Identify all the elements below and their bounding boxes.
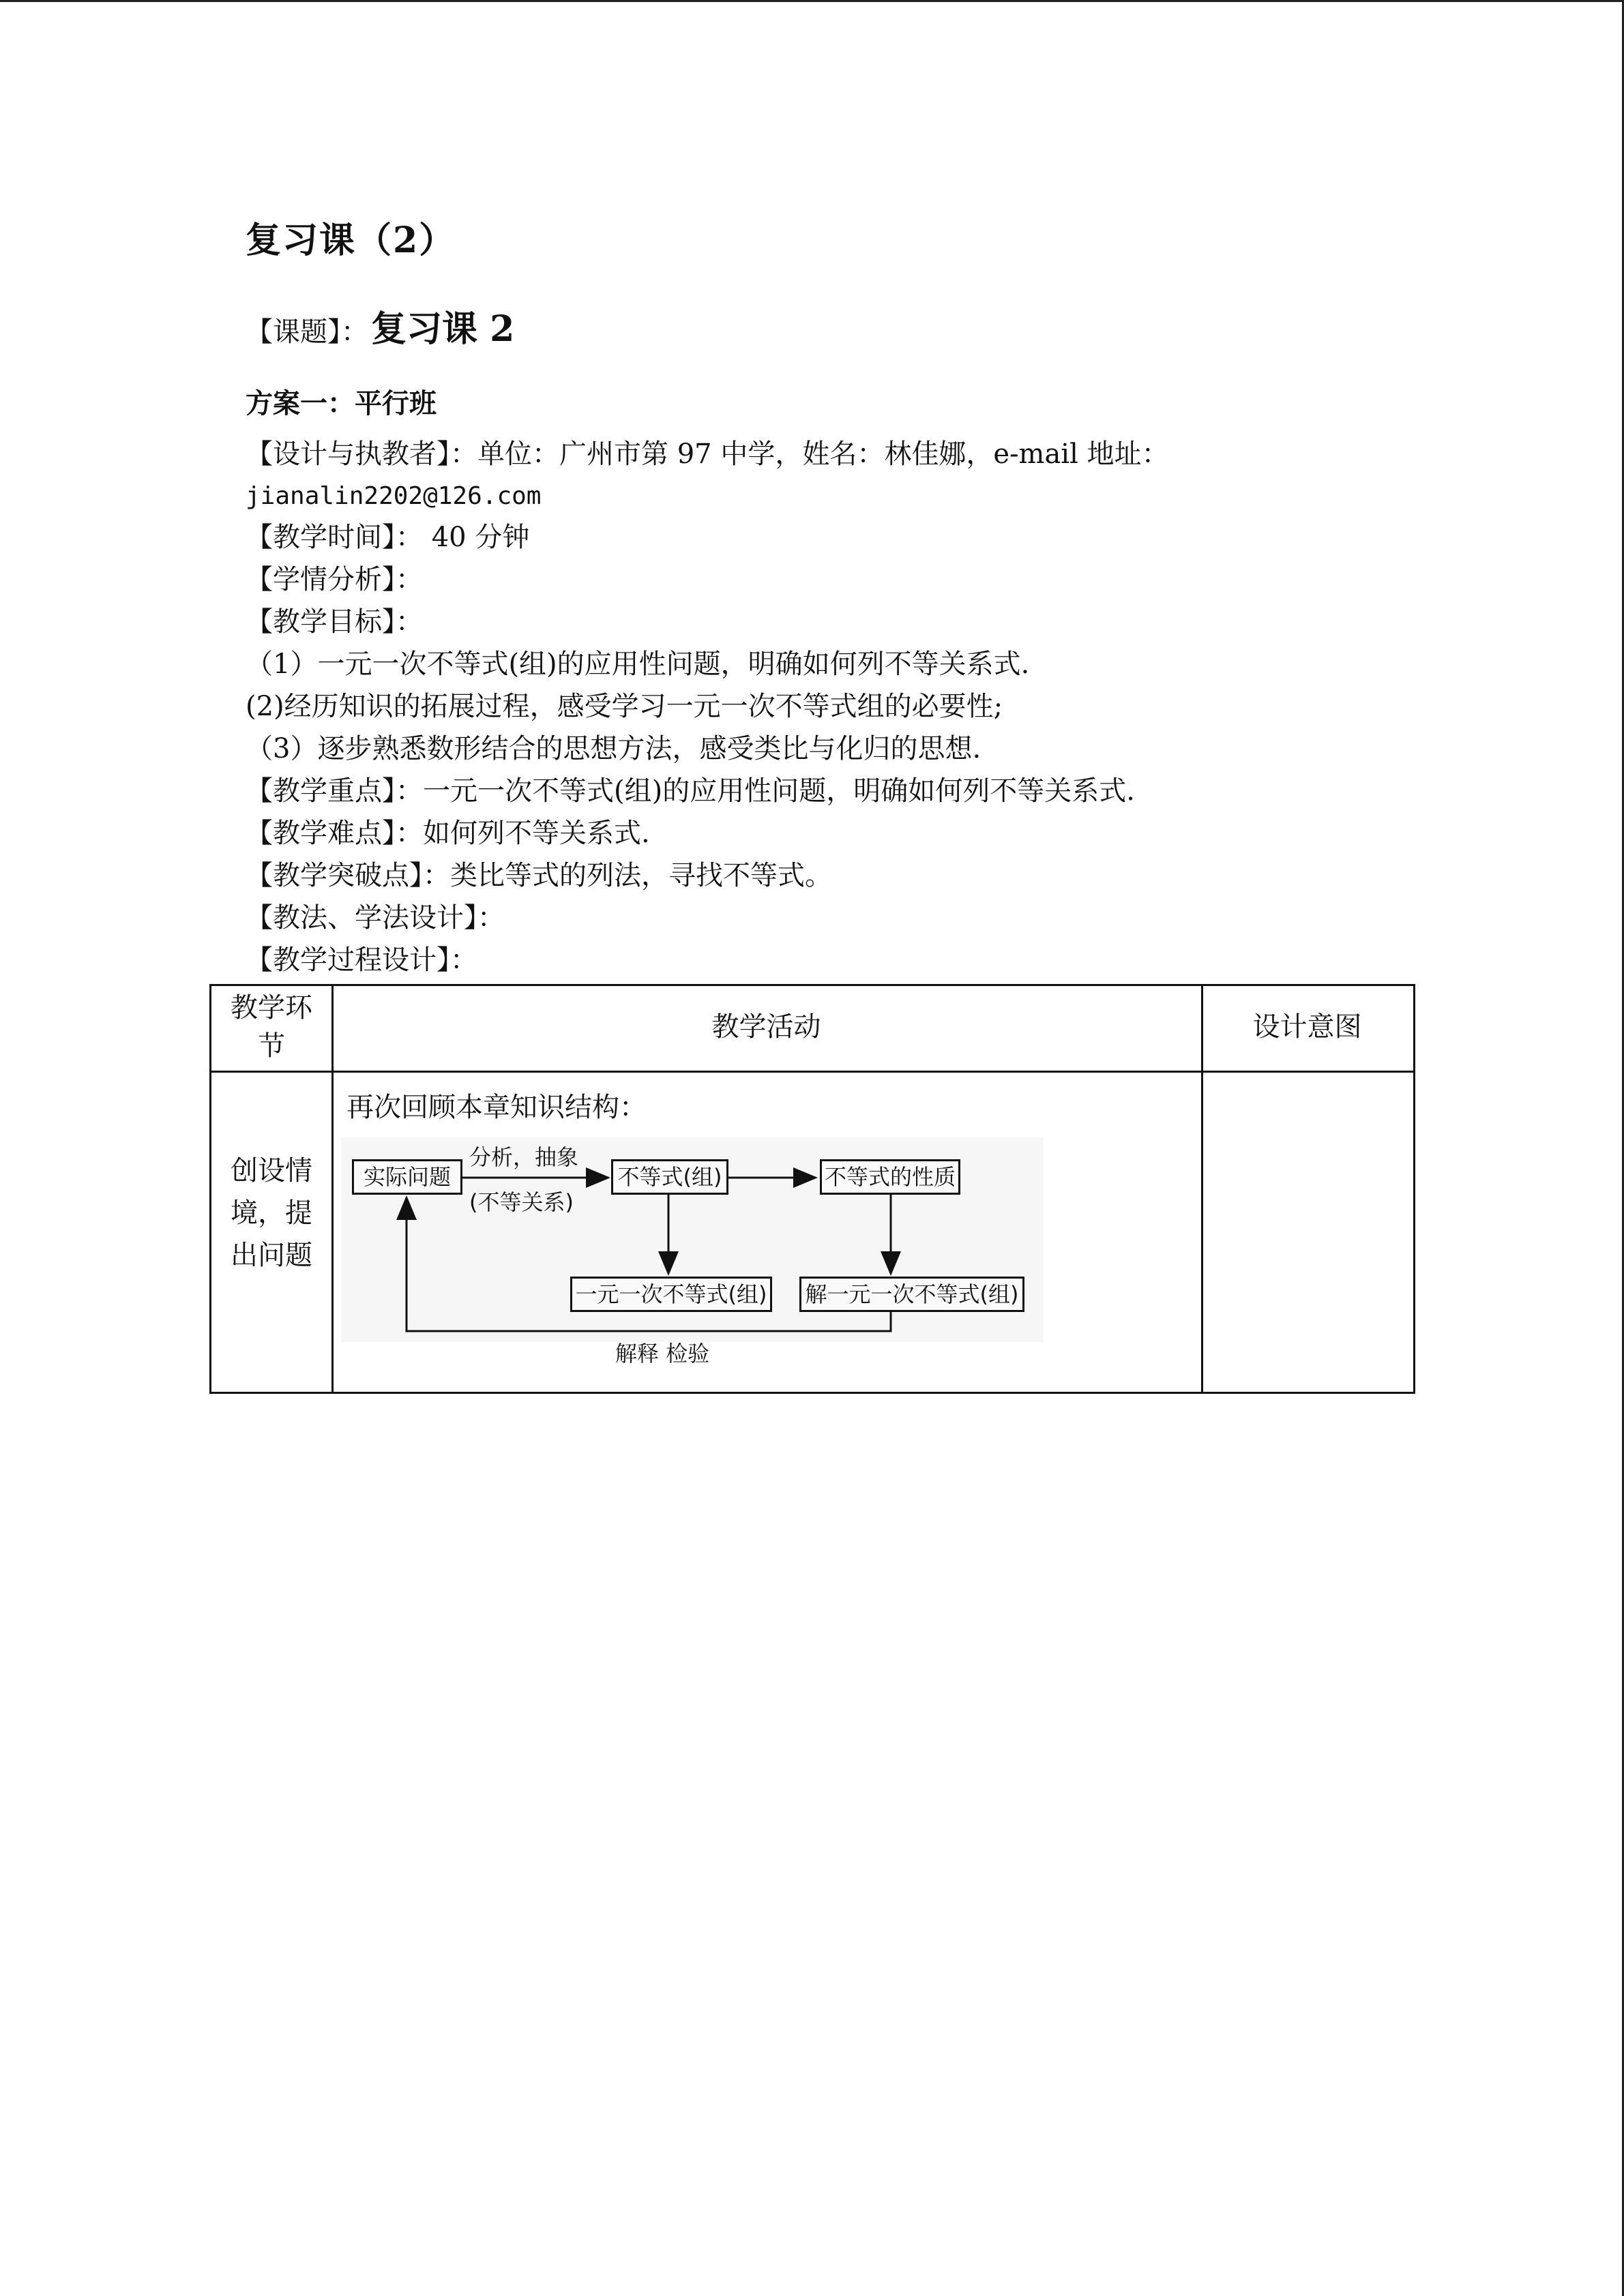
row-activity-intro: 再次回顾本章知识结构： [346, 1092, 647, 1123]
breakthrough-line: 【教学突破点】：类比等式的列法，寻找不等式。 [246, 860, 832, 891]
process-line: 【教学过程设计】： [246, 944, 477, 976]
topic-line [246, 300, 514, 351]
goal-3: （3）逐步熟悉数形结合的思想方法，感受类比与化归的思想. [246, 733, 981, 764]
header-stage-line1: 教学环 [231, 992, 312, 1024]
row-stage-line2: 境，提 [231, 1197, 312, 1229]
page-title: 复习课（2） [246, 220, 456, 261]
label-explain-verify: 解释 检验 [615, 1341, 710, 1367]
row-stage [211, 1150, 331, 1277]
goal-1: （1）一元一次不等式(组)的应用性问题，明确如何列不等关系式. [246, 648, 1030, 680]
designer-line: 【设计与执教者】：单位：广州市第 97 中学，姓名：林佳娜，e-mail 地址： [246, 438, 1169, 470]
page-top-border [0, 0, 1624, 2]
box-inequality-group: 不等式(组) [611, 1159, 728, 1195]
header-stage [211, 989, 331, 1065]
header-stage-line2: 节 [258, 1030, 285, 1062]
box-solve-linear-inequality: 解一元一次不等式(组) [799, 1277, 1024, 1312]
box-linear-inequality: 一元一次不等式(组) [570, 1277, 772, 1312]
table-divider [1201, 986, 1203, 1392]
label-inequality-relation: (不等关系) [469, 1189, 574, 1215]
scheme-heading: 方案一：平行班 [246, 387, 437, 419]
label-analysis-abstract: 分析，抽象 [469, 1144, 579, 1170]
box-real-problem: 实际问题 [352, 1159, 462, 1195]
goal-2: (2)经历知识的拓展过程，感受学习一元一次不等式组的必要性; [246, 691, 1003, 722]
row-stage-line3: 出问题 [231, 1240, 312, 1271]
knowledge-structure-diagram [341, 1137, 1044, 1342]
time-line: 【教学时间】： 40 分钟 [246, 522, 530, 553]
table-divider [331, 986, 334, 1392]
email-line: jianalin2202@126.com [246, 482, 542, 510]
row-stage-line1: 创设情 [231, 1155, 312, 1187]
goals-line: 【教学目标】： [246, 606, 423, 638]
method-line: 【教法、学法设计】： [246, 902, 505, 934]
header-activity: 教学活动 [711, 1011, 821, 1043]
topic-label: 【课题】： [246, 316, 368, 348]
key-point-line: 【教学重点】：一元一次不等式(组)的应用性问题，明确如何列不等关系式. [246, 775, 1135, 807]
table-divider [211, 1071, 1413, 1073]
header-intent: 设计意图 [1252, 1011, 1362, 1043]
difficulty-line: 【教学难点】：如何列不等关系式. [246, 818, 650, 849]
analysis-line: 【学情分析】： [246, 564, 423, 595]
topic-value: 复习课 2 [371, 308, 515, 350]
box-inequality-properties: 不等式的性质 [820, 1159, 960, 1195]
